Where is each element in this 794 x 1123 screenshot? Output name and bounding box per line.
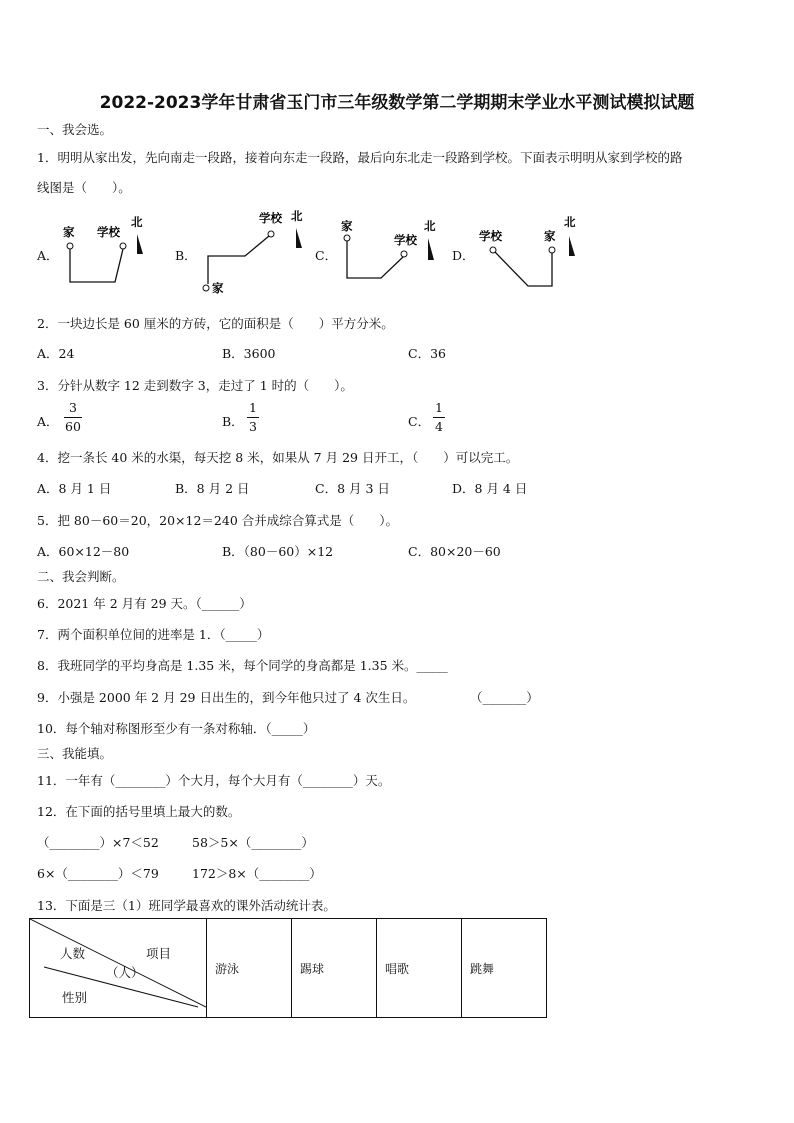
school-label: 学校 — [97, 225, 120, 239]
question-9-text: 9．小强是 2000 年 2 月 29 日出生的，到今年他只过了 4 次生日。 — [37, 690, 416, 705]
q3-option-c-label[interactable]: C． — [408, 414, 431, 429]
section-1-heading: 一、我会选。 — [37, 122, 113, 137]
q2-option-b[interactable]: B．3600 — [222, 346, 276, 361]
corner-item-label: 项目 — [146, 946, 172, 961]
q5-option-a[interactable]: A．60×12－80 — [37, 544, 130, 559]
q5-option-c[interactable]: C．80×20－60 — [408, 544, 501, 559]
question-8-text[interactable]: 8．我班同学的平均身高是 1.35 米，每个同学的身高都是 1.35 米。_____ — [37, 658, 448, 673]
table-header-dancing: 跳舞 — [462, 919, 547, 1018]
corner-gender-label: 性别 — [62, 990, 88, 1005]
question-11-text[interactable]: 11．一年有（________）个大月，每个大月有（________）天。 — [37, 773, 391, 788]
north-arrow-icon — [296, 228, 302, 248]
q1-route-diagram-b — [195, 206, 305, 299]
north-arrow-icon — [137, 234, 143, 254]
question-9-blank[interactable]: （_______） — [470, 690, 539, 705]
q2-option-a[interactable]: A．24 — [37, 346, 75, 361]
table-header-singing: 唱歌 — [377, 919, 462, 1018]
north-arrow-icon — [428, 238, 434, 260]
q4-option-b[interactable]: B．8 月 2 日 — [175, 481, 250, 496]
q1-route-diagram-a — [55, 210, 155, 293]
q4-option-c[interactable]: C．8 月 3 日 — [315, 481, 390, 496]
q2-option-c[interactable]: C．36 — [408, 346, 446, 361]
table-corner-header — [30, 919, 207, 1018]
question-5-text: 5．把 80－60＝20，20×12＝240 合并成综合算式是（ ）。 — [37, 513, 399, 528]
question-6-text[interactable]: 6．2021 年 2 月有 29 天。（______） — [37, 596, 252, 611]
q3-option-b-fraction[interactable]: 1 3 — [247, 400, 259, 435]
q1-option-b-label[interactable]: B． — [175, 248, 197, 263]
home-label: 家 — [63, 225, 75, 239]
corner-unit-label: （人） — [106, 965, 144, 980]
table-header-swimming: 游泳 — [207, 919, 292, 1018]
school-label: 学校 — [259, 211, 282, 225]
question-3-text: 3．分针从数字 12 走到数字 3，走过了 1 时的（ ）。 — [37, 378, 353, 393]
page-title: 2022-2023学年甘肃省玉门市三年级数学第二学期期末学业水平测试模拟试题 — [99, 93, 695, 113]
section-2-heading: 二、我会判断。 — [37, 569, 125, 584]
q1-option-a-label[interactable]: A． — [37, 248, 59, 263]
q12-blank-3[interactable]: 6×（________）＜79 — [37, 866, 159, 881]
route-path — [70, 249, 123, 282]
q1-option-d-label[interactable]: D． — [452, 248, 475, 263]
route-path — [495, 252, 552, 286]
q3-option-a-fraction[interactable]: 3 60 — [65, 400, 81, 434]
north-label: 北 — [291, 209, 303, 223]
q3-option-c-fraction[interactable]: 1 4 — [433, 400, 445, 435]
activity-stat-table — [29, 918, 547, 1018]
question-7-text[interactable]: 7．两个面积单位间的进率是 1．（_____） — [37, 627, 270, 642]
q1-option-c-label[interactable]: C． — [315, 248, 338, 263]
question-1-text: 1．明明从家出发，先向南走一段路，接着向东走一段路，最后向东北走一段路到学校。下面表示明明从家到学校的路 — [37, 150, 683, 165]
school-label: 学校 — [479, 229, 502, 243]
route-path — [208, 236, 269, 284]
q5-option-b[interactable]: B．（80－60）×12 — [222, 544, 334, 559]
home-label: 家 — [544, 229, 556, 243]
north-label: 北 — [424, 219, 436, 233]
table-header-football: 踢球 — [292, 919, 377, 1018]
q3-option-b-label[interactable]: B． — [222, 414, 244, 429]
q4-option-a[interactable]: A．8 月 1 日 — [37, 481, 112, 496]
question-1-text-cont: 线图是（ ）。 — [37, 180, 131, 195]
home-label: 家 — [341, 219, 353, 233]
q12-blank-1[interactable]: （________）×7＜52 — [37, 835, 159, 850]
north-label: 北 — [564, 215, 576, 229]
q1-route-diagram-c — [336, 208, 446, 295]
school-label: 学校 — [394, 233, 417, 247]
question-10-text[interactable]: 10．每个轴对称图形至少有一条对称轴．（_____） — [37, 721, 316, 736]
home-label: 家 — [212, 281, 224, 295]
q1-route-diagram-d — [476, 208, 586, 295]
question-13-text: 13．下面是三（1）班同学最喜欢的课外活动统计表。 — [37, 898, 336, 913]
north-label: 北 — [131, 215, 143, 229]
question-12-text: 12．在下面的括号里填上最大的数。 — [37, 804, 241, 819]
q12-blank-2[interactable]: 58＞5×（________） — [192, 835, 314, 850]
question-4-text: 4．挖一条长 40 米的水渠，每天挖 8 米，如果从 7 月 29 日开工，（ ）可以完工。 — [37, 450, 519, 465]
section-3-heading: 三、我能填。 — [37, 746, 113, 761]
question-2-text: 2．一块边长是 60 厘米的方砖，它的面积是（ ）平方分米。 — [37, 316, 394, 331]
q4-option-d[interactable]: D．8 月 4 日 — [452, 481, 528, 496]
q3-option-a-label[interactable]: A． — [37, 414, 59, 429]
q12-blank-4[interactable]: 172＞8×（________） — [192, 866, 322, 881]
corner-people-label: 人数 — [60, 946, 86, 961]
north-arrow-icon — [569, 236, 575, 256]
